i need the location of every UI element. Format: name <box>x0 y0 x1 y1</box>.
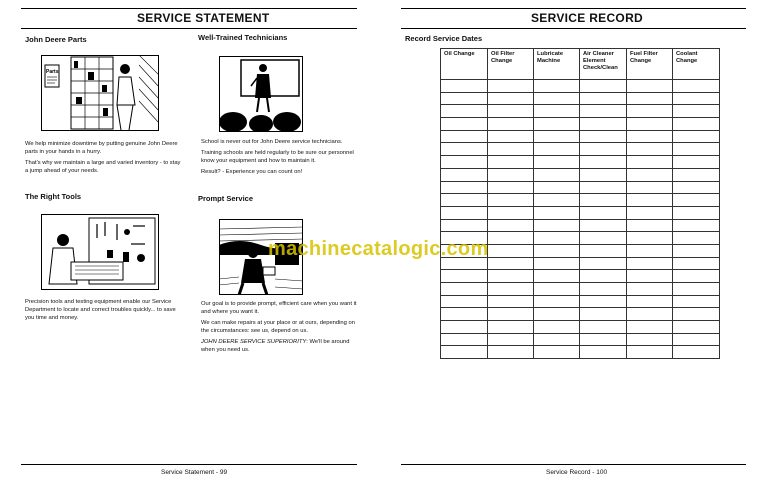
record-cell <box>673 181 720 194</box>
record-cell <box>673 283 720 296</box>
record-cell <box>673 244 720 257</box>
record-cell <box>580 105 627 118</box>
tools-text <box>25 298 185 325</box>
prompt-service-text <box>201 300 361 357</box>
record-cell <box>488 206 534 219</box>
record-cell <box>441 118 488 131</box>
section-heading-technicians: Well-Trained Technicians <box>198 33 288 42</box>
record-cell <box>673 333 720 346</box>
service-record-body <box>441 80 720 359</box>
record-cell <box>441 270 488 283</box>
footer-rule-right <box>401 464 746 465</box>
title-bottom-rule <box>21 28 357 29</box>
record-cell <box>488 244 534 257</box>
record-cell <box>580 232 627 245</box>
record-cell <box>534 257 580 270</box>
record-cell <box>580 308 627 321</box>
record-cell <box>441 130 488 143</box>
record-cell <box>534 92 580 105</box>
record-cell <box>441 308 488 321</box>
record-cell <box>580 283 627 296</box>
parts-paragraph-1: We help minimize downtime by putting genuine John Deere parts in your hands in a hurry. <box>25 141 178 155</box>
record-cell <box>441 283 488 296</box>
record-cell <box>580 333 627 346</box>
record-cell <box>534 181 580 194</box>
page-title-left: SERVICE STATEMENT <box>137 11 270 25</box>
record-cell <box>627 80 673 93</box>
record-cell <box>627 92 673 105</box>
record-cell <box>534 105 580 118</box>
record-cell <box>441 194 488 207</box>
record-cell <box>580 257 627 270</box>
record-row <box>441 270 720 283</box>
footer-right: Service Record - 100 <box>546 469 608 476</box>
record-cell <box>534 130 580 143</box>
section-heading-tools: The Right Tools <box>25 192 82 201</box>
record-cell <box>534 118 580 131</box>
record-cell <box>488 321 534 334</box>
record-cell <box>441 346 488 359</box>
record-cell <box>534 232 580 245</box>
record-cell <box>580 92 627 105</box>
record-cell <box>627 219 673 232</box>
service-superiority-slogan: JOHN DEERE SERVICE SUPERIORITY <box>201 339 307 345</box>
record-cell <box>441 321 488 334</box>
record-cell <box>673 257 720 270</box>
record-cell <box>488 333 534 346</box>
record-cell <box>627 333 673 346</box>
record-cell <box>673 321 720 334</box>
column-header-air-cleaner: Air Cleaner Element Check/Clean <box>580 49 627 80</box>
record-cell <box>441 156 488 169</box>
column-header-oil-filter-change: Oil Filter Change <box>488 49 534 80</box>
record-row <box>441 156 720 169</box>
record-cell <box>580 321 627 334</box>
record-cell <box>534 206 580 219</box>
record-cell <box>580 181 627 194</box>
record-cell <box>627 270 673 283</box>
record-cell <box>627 168 673 181</box>
parts-sign-text: Parts <box>46 69 59 75</box>
record-cell <box>627 283 673 296</box>
title-top-rule <box>21 8 357 9</box>
record-cell <box>627 308 673 321</box>
record-cell <box>627 130 673 143</box>
record-cell <box>673 346 720 359</box>
prompt-paragraph-3-tail: : We'll be around when you need us. <box>201 339 350 353</box>
record-cell <box>673 80 720 93</box>
record-row <box>441 80 720 93</box>
record-cell <box>534 346 580 359</box>
footer-left: Service Statement - 99 <box>161 469 228 476</box>
record-cell <box>627 156 673 169</box>
record-cell <box>673 194 720 207</box>
record-row <box>441 168 720 181</box>
record-cell <box>488 80 534 93</box>
record-cell <box>534 219 580 232</box>
record-cell <box>488 295 534 308</box>
record-row <box>441 130 720 143</box>
technicians-paragraph-1: School is never out for John Deere service technicians. <box>201 139 343 145</box>
column-header-fuel-filter-change: Fuel Filter Change <box>627 49 673 80</box>
record-row <box>441 295 720 308</box>
record-cell <box>534 80 580 93</box>
record-cell <box>488 219 534 232</box>
record-cell <box>580 346 627 359</box>
record-cell <box>534 295 580 308</box>
parts-paragraph-2: That's why we maintain a large and varied inventory - to stay a jump ahead of your needs. <box>25 160 181 174</box>
record-cell <box>673 168 720 181</box>
record-cell <box>534 270 580 283</box>
record-cell <box>627 244 673 257</box>
section-heading-prompt-service: Prompt Service <box>198 194 254 203</box>
watermark-text: machinecatalogic.com <box>268 238 489 260</box>
record-cell <box>534 194 580 207</box>
record-cell <box>488 143 534 156</box>
record-cell <box>488 156 534 169</box>
record-cell <box>534 244 580 257</box>
prompt-paragraph-3 <box>201 338 361 354</box>
record-row <box>441 118 720 131</box>
record-cell <box>580 270 627 283</box>
record-cell <box>580 143 627 156</box>
record-cell <box>488 308 534 321</box>
record-cell <box>488 257 534 270</box>
record-cell <box>488 346 534 359</box>
record-cell <box>580 194 627 207</box>
record-cell <box>488 105 534 118</box>
record-cell <box>580 80 627 93</box>
record-cell <box>627 194 673 207</box>
record-cell <box>441 181 488 194</box>
record-cell <box>534 321 580 334</box>
record-cell <box>534 143 580 156</box>
record-cell <box>534 333 580 346</box>
record-cell <box>488 270 534 283</box>
record-cell <box>534 308 580 321</box>
page-title-right: SERVICE RECORD <box>531 11 644 25</box>
record-row <box>441 346 720 359</box>
record-cell <box>673 232 720 245</box>
record-row <box>441 92 720 105</box>
parts-counter-illustration <box>41 55 159 131</box>
record-cell <box>627 143 673 156</box>
record-row <box>441 181 720 194</box>
technicians-paragraph-2: Training schools are held regularly to be sure our personnel know your equipment and how to maintain it. <box>201 150 354 164</box>
record-cell <box>580 156 627 169</box>
record-cell <box>441 206 488 219</box>
record-cell <box>488 283 534 296</box>
record-cell <box>627 346 673 359</box>
record-row <box>441 105 720 118</box>
title-top-rule-right <box>401 8 746 9</box>
prompt-paragraph-1: Our goal is to provide prompt, efficient care when you want it and where you want it. <box>201 301 357 315</box>
tools-illustration <box>41 214 159 290</box>
record-cell <box>673 156 720 169</box>
section-heading-parts: John Deere Parts <box>25 35 87 44</box>
record-cell <box>488 118 534 131</box>
record-cell <box>441 295 488 308</box>
title-bottom-rule-right <box>401 28 746 29</box>
record-cell <box>580 118 627 131</box>
record-row <box>441 206 720 219</box>
record-subtitle: Record Service Dates <box>405 34 483 43</box>
record-cell <box>441 333 488 346</box>
record-cell <box>580 244 627 257</box>
column-header-coolant-change: Coolant Change <box>673 49 720 80</box>
record-cell <box>673 143 720 156</box>
record-cell <box>627 105 673 118</box>
record-cell <box>441 80 488 93</box>
record-row <box>441 308 720 321</box>
column-header-oil-change: Oil Change <box>441 49 488 80</box>
classroom-illustration <box>219 56 303 132</box>
record-cell <box>534 156 580 169</box>
service-record-table <box>440 48 720 359</box>
record-cell <box>627 321 673 334</box>
service-record-header-row <box>441 49 720 80</box>
record-cell <box>673 219 720 232</box>
record-cell <box>627 181 673 194</box>
record-cell <box>441 219 488 232</box>
record-cell <box>673 105 720 118</box>
record-row <box>441 194 720 207</box>
record-cell <box>627 295 673 308</box>
record-cell <box>488 92 534 105</box>
parts-text <box>25 140 185 178</box>
record-cell <box>580 168 627 181</box>
record-cell <box>627 206 673 219</box>
record-row <box>441 143 720 156</box>
record-cell <box>488 168 534 181</box>
column-header-lubricate-machine: Lubricate Machine <box>534 49 580 80</box>
record-cell <box>488 232 534 245</box>
record-cell <box>441 105 488 118</box>
record-cell <box>580 130 627 143</box>
record-row <box>441 219 720 232</box>
record-cell <box>627 118 673 131</box>
record-row <box>441 333 720 346</box>
technicians-text <box>201 138 361 179</box>
tools-paragraph-1: Precision tools and testing equipment enable our Service Department to locate and correct troubles quickly... to save you time and money. <box>25 299 176 321</box>
record-cell <box>673 130 720 143</box>
record-cell <box>441 143 488 156</box>
record-cell <box>534 283 580 296</box>
record-cell <box>627 257 673 270</box>
record-cell <box>488 194 534 207</box>
record-cell <box>673 295 720 308</box>
record-cell <box>673 270 720 283</box>
record-row <box>441 283 720 296</box>
record-cell <box>441 92 488 105</box>
record-cell <box>488 181 534 194</box>
record-cell <box>580 219 627 232</box>
record-cell <box>580 206 627 219</box>
record-cell <box>580 295 627 308</box>
record-cell <box>441 168 488 181</box>
record-cell <box>673 308 720 321</box>
prompt-paragraph-2: We can make repairs at your place or at ours, depending on the circumstances: see us, depend on us. <box>201 320 355 334</box>
record-cell <box>488 130 534 143</box>
record-cell <box>673 92 720 105</box>
technicians-paragraph-3: Result? - Experience you can count on! <box>201 169 303 175</box>
footer-rule-left <box>21 464 357 465</box>
record-cell <box>627 232 673 245</box>
record-cell <box>673 206 720 219</box>
record-cell <box>673 118 720 131</box>
record-row <box>441 321 720 334</box>
record-cell <box>534 168 580 181</box>
